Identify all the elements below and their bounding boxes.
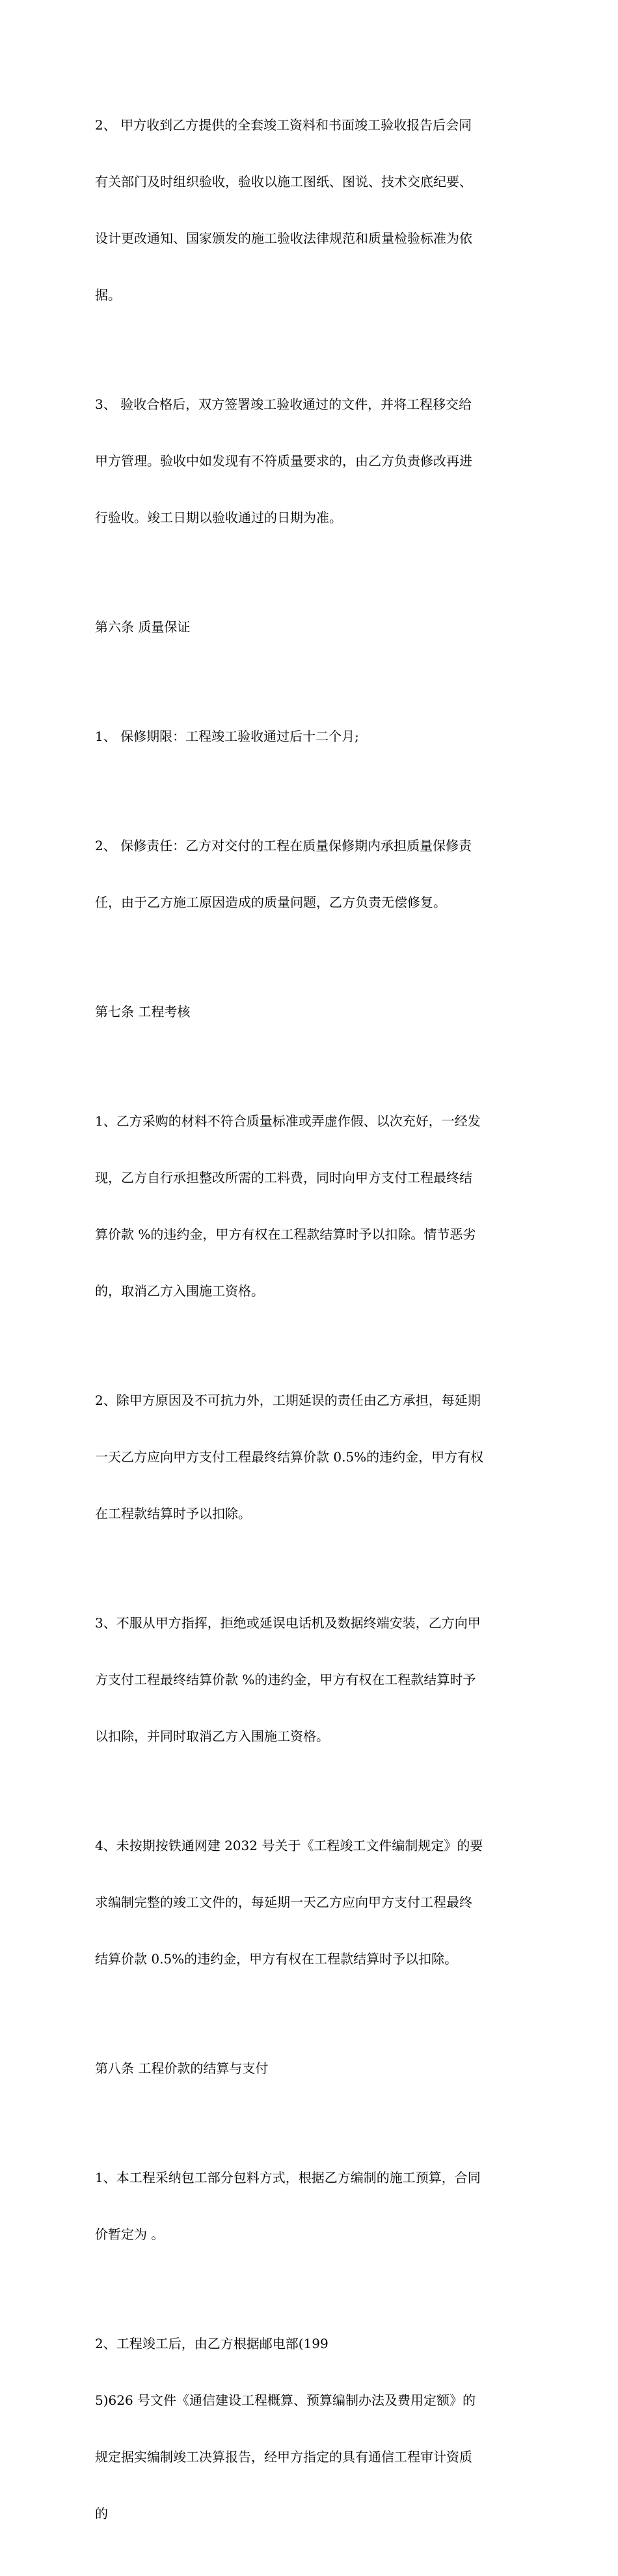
heading-text: 第六条 质量保证 xyxy=(95,619,191,635)
text-line: 以扣除，并同时取消乙方入围施工资格。 xyxy=(95,1728,329,1744)
text-line: 2、除甲方原因及不可抗力外，工期延误的责任由乙方承担，每延期 xyxy=(95,1392,481,1408)
text-line: 3、 验收合格后，双方签署竣工验收通过的文件，并将工程移交给 xyxy=(95,396,472,412)
text-line: 2、 保修责任：乙方对交付的工程在质量保修期内承担质量保修责 xyxy=(95,838,472,853)
heading-text: 第七条 工程考核 xyxy=(95,1004,191,1019)
text-line: 现，乙方自行承担整改所需的工料费，同时向甲方支付工程最终结 xyxy=(95,1170,472,1185)
text-line: 的，取消乙方入围施工资格。 xyxy=(95,1283,264,1299)
paragraph xyxy=(95,2297,527,2561)
text-line: 结算价款 0.5%的违约金，甲方有权在工程款结算时予以扣除。 xyxy=(95,1951,458,1967)
text-line: 1、 保修期限：工程竣工验收通过后十二个月; xyxy=(95,728,359,744)
text-line: 5)626 号文件《通信建设工程概算、预算编制办法及费用定额》的 xyxy=(95,2392,476,2408)
text-line: 的 xyxy=(95,2506,108,2521)
text-line: 4、未按期按铁通网建 2032 号关于《工程竣工文件编制规定》的要 xyxy=(95,1838,483,1853)
paragraph xyxy=(95,357,527,565)
text-line: 行验收。竣工日期以验收通过的日期为准。 xyxy=(95,510,342,525)
paragraph xyxy=(95,1576,527,1784)
section-heading xyxy=(95,965,527,1059)
text-line: 2、 甲方收到乙方提供的全套竣工资料和书面竣工验收报告后会同 xyxy=(95,117,472,133)
heading-text: 第八条 工程价款的结算与支付 xyxy=(95,2060,269,2076)
text-line: 在工程款结算时予以扣除。 xyxy=(95,1506,251,1521)
text-line: 算价款 %的违约金，甲方有权在工程款结算时予以扣除。情节恶劣 xyxy=(95,1226,476,1242)
text-line: 2、工程竣工后，由乙方根据邮电部(199 xyxy=(95,2336,329,2351)
paragraph xyxy=(95,1074,527,1338)
text-line: 1、本工程采纳包工部分包料方式，根据乙方编制的施工预算，合同 xyxy=(95,2170,481,2185)
text-line: 据。 xyxy=(95,287,121,303)
paragraph xyxy=(95,2131,527,2282)
text-line: 任，由于乙方施工原因造成的质量问题，乙方负责无偿修复。 xyxy=(95,894,446,910)
text-line: 3、不服从甲方指挥，拒绝或延误电话机及数据终端安装，乙方向甲 xyxy=(95,1615,481,1631)
section-heading xyxy=(95,580,527,674)
paragraph xyxy=(95,1353,527,1561)
paragraph xyxy=(95,799,527,950)
section-heading xyxy=(95,2021,527,2116)
paragraph xyxy=(95,1799,527,2006)
text-line: 有关部门及时组织验收，验收以施工图纸、图说、技术交底纪要、 xyxy=(95,174,472,189)
text-line: 设计更改通知、国家颁发的施工验收法律规范和质量检验标准为依 xyxy=(95,230,472,246)
paragraph xyxy=(95,689,527,784)
text-line: 价暂定为 。 xyxy=(95,2226,165,2242)
text-line: 甲方管理。验收中如发现有不符质量要求的，由乙方负责修改再进 xyxy=(95,453,472,469)
document-body xyxy=(95,78,527,2576)
text-line: 求编制完整的竣工文件的，每延期一天乙方应向甲方支付工程最终 xyxy=(95,1894,472,1910)
text-line: 1、乙方采购的材料不符合质量标准或弄虚作假、以次充好，一经发 xyxy=(95,1113,481,1129)
text-line: 方支付工程最终结算价款 %的违约金，甲方有权在工程款结算时予 xyxy=(95,1672,476,1687)
paragraph xyxy=(95,78,527,342)
text-line: 一天乙方应向甲方支付工程最终结算价款 0.5%的违约金，甲方有权 xyxy=(95,1449,484,1465)
text-line: 规定据实编制竣工决算报告，经甲方指定的具有通信工程审计资质 xyxy=(95,2449,472,2465)
